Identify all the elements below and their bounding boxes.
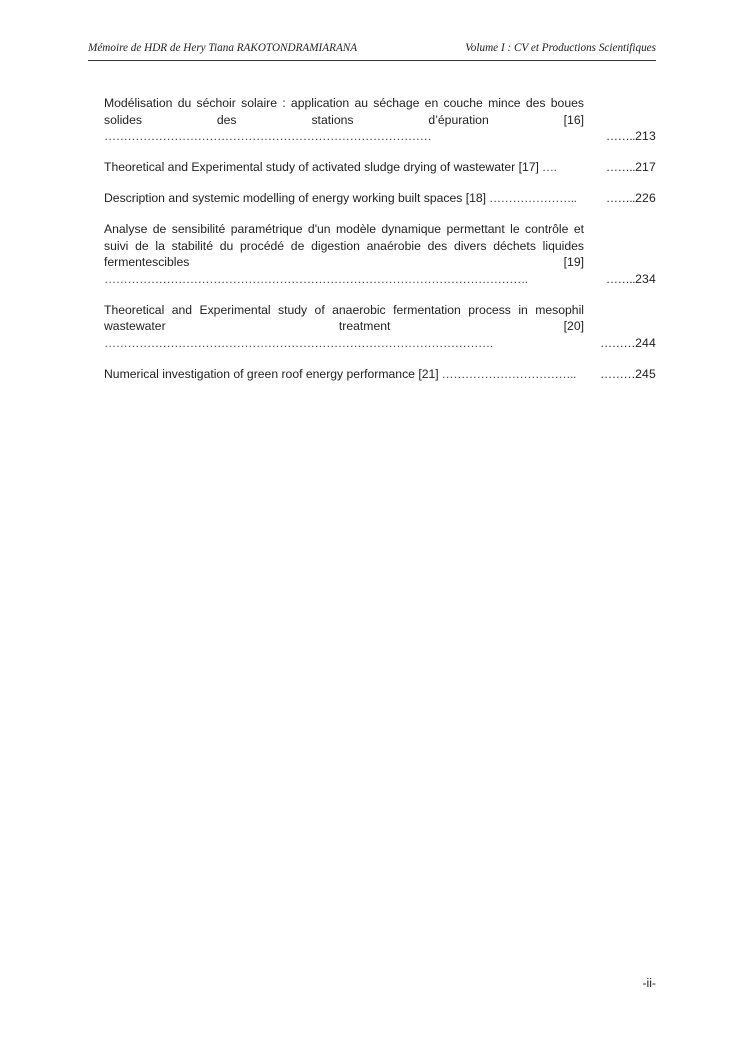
toc-dot-leader: ……………………………………………………………………………………….: [104, 335, 493, 350]
toc-page-ref: [606, 159, 656, 176]
toc-page-ref: [606, 271, 656, 288]
toc-page-dots: ………: [600, 366, 636, 381]
toc-page-ref: [606, 190, 656, 207]
toc-page-dots: ……..: [605, 160, 636, 174]
table-of-contents: [104, 95, 656, 397]
toc-page-dots: ……..: [605, 191, 636, 205]
page-number: -ii-: [642, 976, 656, 990]
header-volume: Volume I : CV et Productions Scientifiques: [465, 42, 656, 54]
toc-entry-title: [104, 302, 584, 352]
toc-entry-title-line: wastewater treatment [20]: [104, 319, 584, 333]
toc-entry-16[interactable]: [104, 95, 656, 145]
toc-dot-leader: …………………………………………………………………………: [104, 129, 432, 143]
toc-entry-title: [104, 221, 584, 287]
toc-entry-title-line: Analyse de sensibilité paramétrique d'un modèle dynamique permettant le contrôle: [104, 222, 569, 236]
header-author: Mémoire de HDR de Hery Tiana RAKOTONDRAMIARANA: [88, 42, 358, 54]
toc-page-number: 244: [635, 335, 656, 350]
toc-entry-title-line: Modélisation du séchoir solaire : application au séchage en couche mince des boues: [104, 96, 584, 110]
toc-entry-title-line: et suivi de la stabilité du procédé de digestion anaérobie des divers déchets liquides: [104, 222, 585, 253]
toc-page-ref: [600, 335, 656, 352]
toc-dot-leader: ……………………………..: [438, 366, 576, 381]
toc-page-number: 234: [635, 271, 656, 286]
toc-page-number: 245: [635, 366, 656, 381]
toc-entry-title-line: Description and systemic modelling of energy working built spaces [18]: [104, 191, 487, 205]
toc-entry-title: [104, 366, 584, 383]
toc-page-ref: [600, 366, 656, 383]
toc-entry-title-line: Theoretical and Experimental study of activated sludge drying of wastewater [17]: [104, 160, 539, 174]
toc-entry-18[interactable]: [104, 190, 656, 207]
toc-page-number: 217: [635, 160, 656, 174]
toc-entry-title: [104, 95, 584, 145]
toc-entry-title-line: Numerical investigation of green roof energy performance [21]: [104, 366, 439, 381]
toc-entry-17[interactable]: [104, 159, 656, 176]
toc-page-dots: ……..: [605, 129, 636, 143]
toc-dot-leader: …………………..: [486, 191, 577, 205]
page-header: [88, 42, 656, 61]
toc-dot-leader: ……………………………………………………………………………………………….: [104, 271, 528, 286]
toc-entry-19[interactable]: [104, 221, 656, 287]
toc-page-number: 213: [635, 129, 656, 143]
toc-entry-title-line: Theoretical and Experimental study of anaerobic fermentation process in mesophil: [104, 302, 584, 317]
toc-dot-leader: ….: [538, 160, 557, 174]
toc-entry-title: [104, 190, 584, 207]
toc-entry-title-line: solides des stations d’épuration [16]: [104, 112, 584, 127]
toc-entry-title: [104, 159, 584, 176]
toc-page-dots: ………: [600, 335, 636, 350]
toc-entry-20[interactable]: [104, 302, 656, 352]
toc-page-number: 226: [635, 191, 656, 205]
toc-page-dots: ……..: [605, 271, 636, 286]
toc-entry-title-line: fermentescibles [19]: [104, 255, 584, 269]
toc-entry-21[interactable]: [104, 366, 656, 383]
toc-page-ref: [606, 128, 656, 145]
